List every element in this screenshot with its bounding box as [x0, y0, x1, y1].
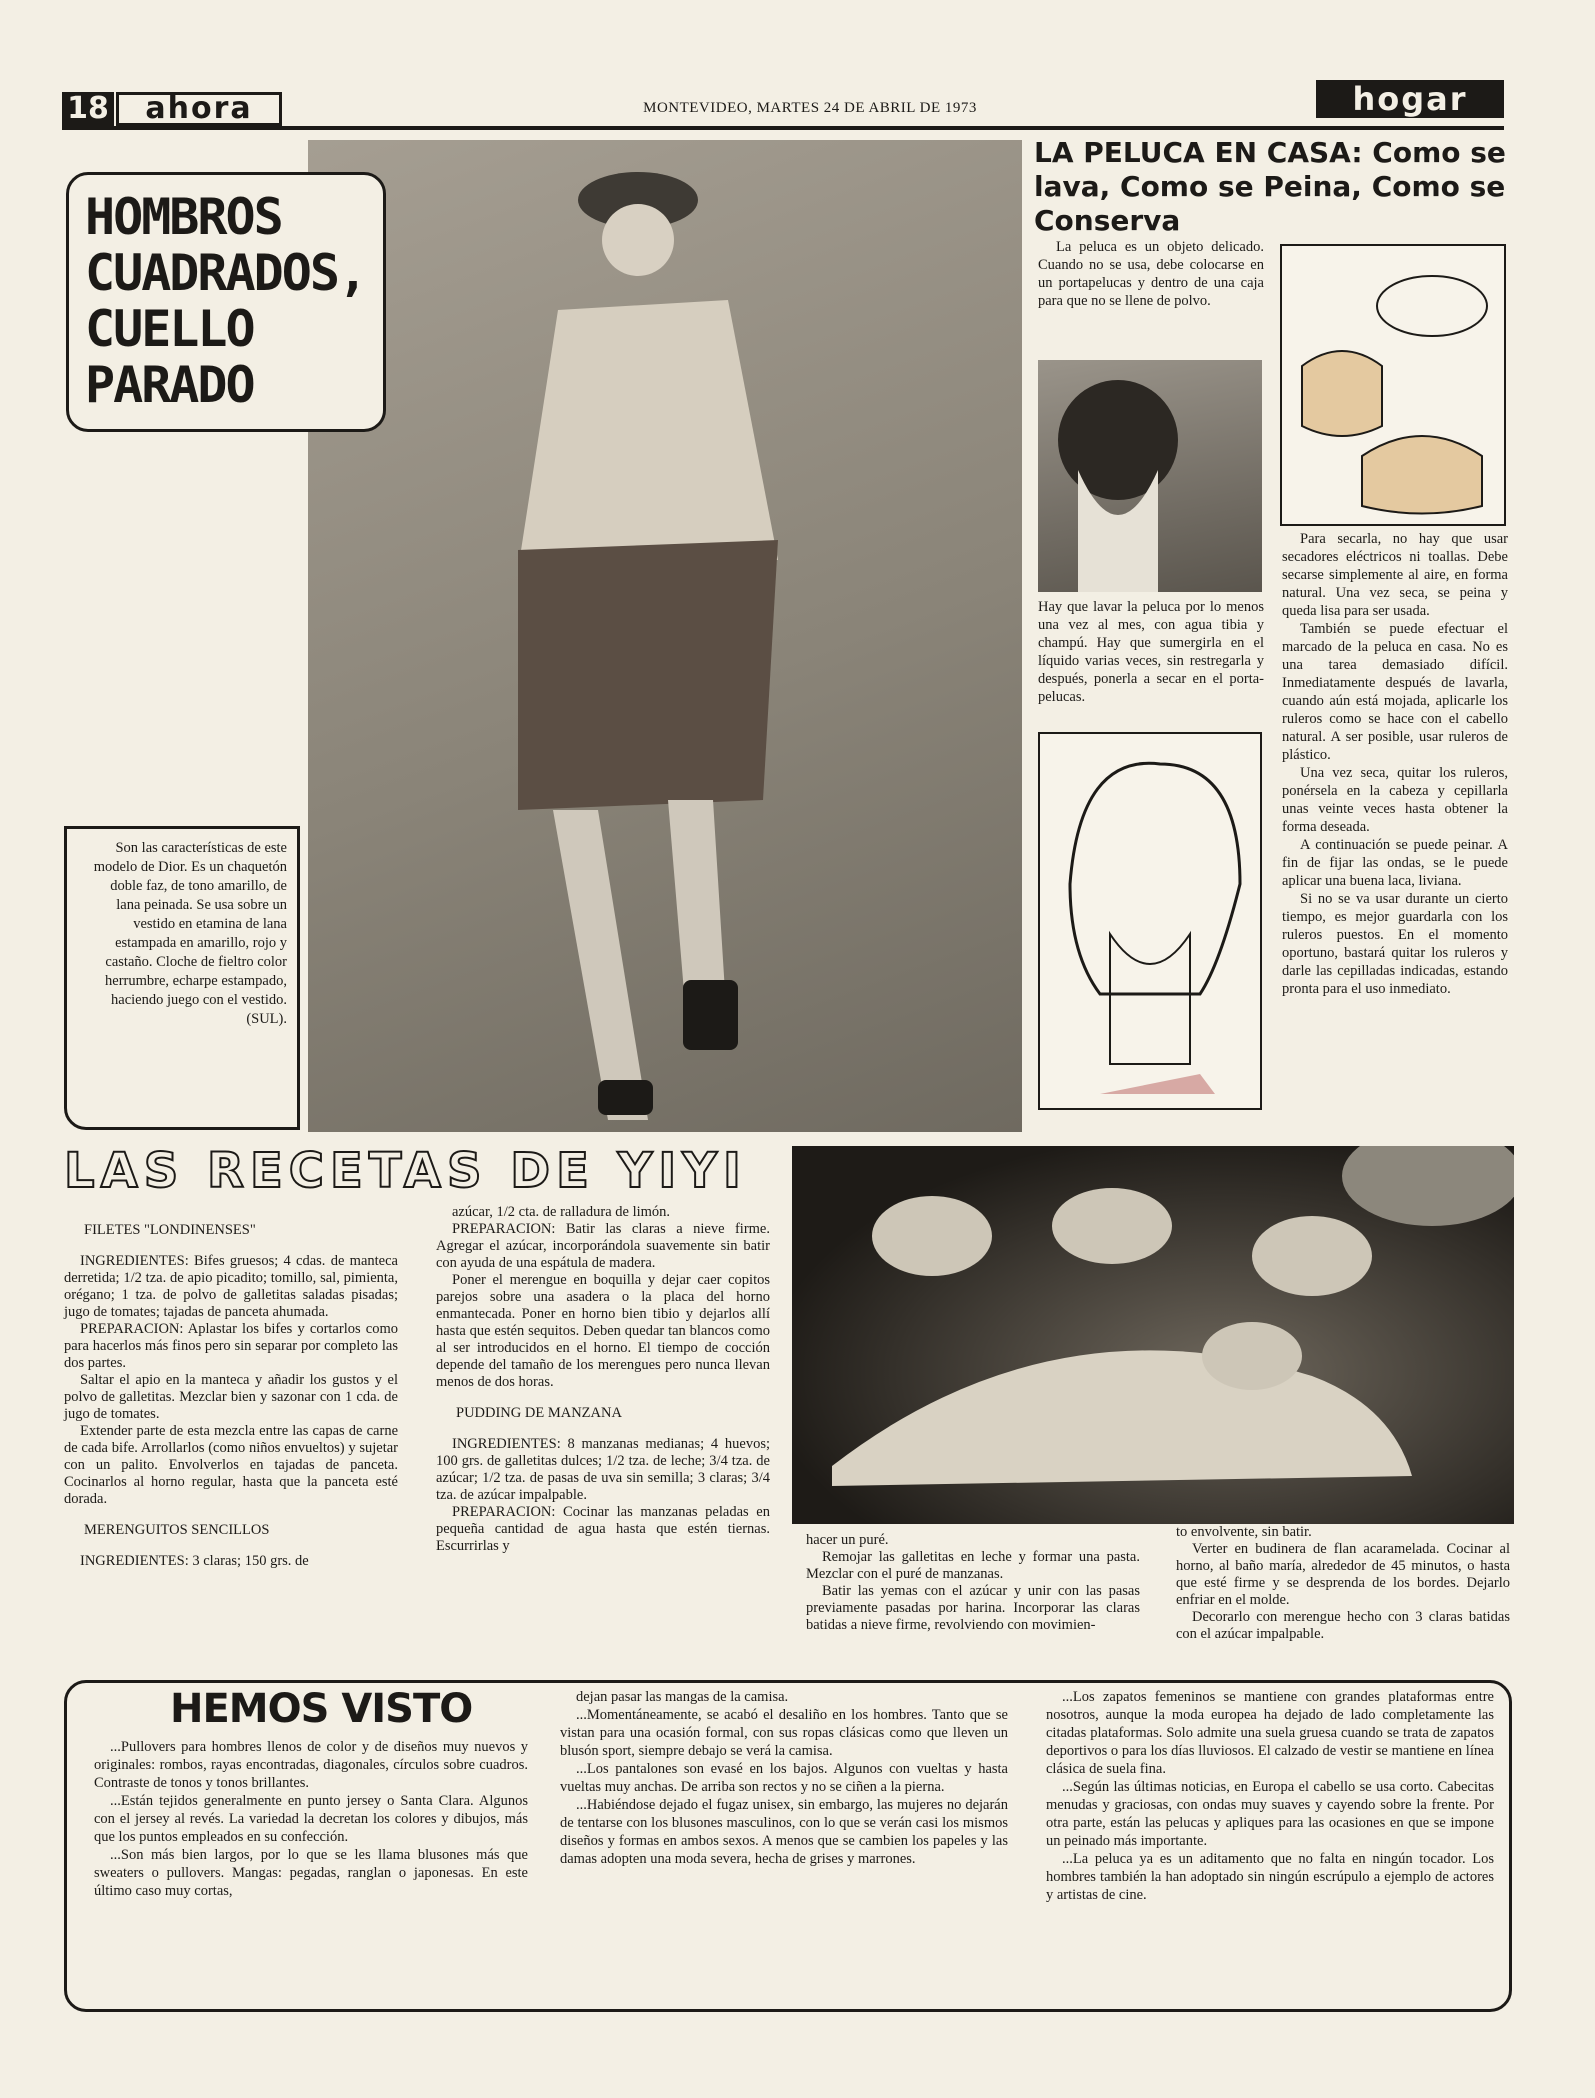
- recipe-paragraph: PREPARACION: Batir las claras a nieve firme. Agregar el azúcar, incorporándola suavemente sin batir con ayuda de una espátula de madera.: [436, 1221, 770, 1271]
- recipe-paragraph: Poner el merengue en boquilla y dejar caer copitos parejos sobre una asadera o la placa del horno enmantecada. Poner en horno bien tibio y dejarlos allí hasta que estén sequitos. Deben quedar tan blancos como al ser introducidos en el horno. El tiempo de cocción depende del tamaño de los merengues pero nunca llevan menos de dos horas.: [436, 1272, 770, 1390]
- wig-drying-drawing: [1282, 246, 1504, 524]
- recipe-paragraph: Decorarlo con merengue hecho con 3 claras batidas con el azúcar impalpable.: [1176, 1609, 1510, 1642]
- recipe-paragraph: hacer un puré.: [806, 1532, 889, 1548]
- wig-curlers-photo: [1038, 360, 1262, 592]
- peluca-paragraph: Si no se va usar durante un cierto tiempo, es mejor guardarla con los ruleros puestos. En el momento oportuno, bastará quitar los ruleros y darle las cepilladas indicadas, estando pronta para el uso inmediato.: [1282, 891, 1508, 997]
- hemos-visto-item: ...Son más bien largos, por lo que se les llama blusones más que sweaters o pullovers. Mangas: pegadas, ranglan o japonesas. En este último caso muy cortas,: [94, 1847, 528, 1899]
- hemos-visto-item: ...Los zapatos femeninos se mantiene con grandes plataformas entre nosotros, aunque la moda europea ha dejado de lado completamente las citadas plataformas. Solo admite una suela gruesa cuando se trata de zapatos deportivos o para los días lluviosos. El calzado de vestir se mantiene en línea clásica de suela fina.: [1046, 1689, 1494, 1777]
- fashion-caption: Son las características de este modelo de Dior. Es un chaquetón doble faz, de tono amarillo, de lana peinada. Se usa sobre un vestido en etamina de lana estampada en amarillo, rojo y castaño. Cloche de fieltro color herrumbre, echarpe estampado, haciendo juego con el vestido. (SUL).: [64, 826, 300, 1130]
- hemos-visto-item: ...Los pantalones son evasé en los bajos. Algunos con vueltas y hasta vueltas muy anchas. De arriba son rectos y no se ciñen a la pierna.: [560, 1761, 1008, 1795]
- recipe-subheading: PUDDING DE MANZANA: [456, 1405, 622, 1421]
- recipe-paragraph: Extender parte de esta mezcla entre las capas de carne de cada bife. Arrollarlos (como niños envueltos) y sujetar con un palito. Envolverlos en tajadas de panceta. Cocinarlos al horno regular, hasta que la panceta esté dorada.: [64, 1423, 398, 1507]
- recipe-paragraph: Remojar las galletitas en leche y formar una pasta. Mezclar con el puré de manzanas.: [806, 1549, 1140, 1582]
- wig-styled-illustration: [1038, 732, 1262, 1110]
- section-logo-ahora: ahora: [116, 92, 282, 126]
- peluca-left-column: [1038, 598, 1264, 706]
- hemos-visto-headline: HEMOS VISTO: [170, 1686, 473, 1732]
- peluca-paragraph: A continuación se puede peinar. A fin de fijar las ondas, se le puede aplicar una buena laca, liviana.: [1282, 837, 1508, 889]
- hemos-visto-item: ...Momentáneamente, se acabó el desaliño en los hombres. Tanto que se vistan para una ocasión formal, con sus ropas clásicas como que lleven un blusón sport, siempre debajo se verá la camisa.: [560, 1707, 1008, 1759]
- recipe-paragraph: Batir las yemas con el azúcar y unir con las pasas previamente pasadas por harina. Incorporar las claras batidas a nieve firme, revolviendo con movimien-: [806, 1583, 1140, 1633]
- recipes-column-3: [806, 1532, 1140, 1634]
- recipe-paragraph: PREPARACION: Aplastar los bifes y cortarlos como para hacerlos más finos pero sin separar por completo las dos partes.: [64, 1321, 398, 1371]
- hemos-visto-item: ...Según las últimas noticias, en Europa el cabello se usa corto. Cabecitas menudas y graciosas, con ondas muy suaves y cayendo sobre la frente. Por otra parte, están las pelucas y apliques para las ocasiones en que se impone un peinado más importante.: [1046, 1779, 1494, 1849]
- hemos-visto-item: ...La peluca ya es un aditamento que no falta en ningún tocador. Los hombres también la han adoptado sin ningún escrúpulo a ejemplo de actores y artistas de cine.: [1046, 1851, 1494, 1903]
- hemos-visto-column-2: [560, 1688, 1008, 1868]
- styled-wig-drawing: [1040, 734, 1260, 1108]
- header-rule: [62, 126, 1504, 130]
- fashion-photo: [308, 140, 1022, 1132]
- hemos-visto-item: ...Pullovers para hombres llenos de color y de diseños muy nuevos y originales: rombos, rayas encontradas, diagonales, círculos sobre cuadros. Contraste de tonos y tonos brillantes.: [94, 1739, 528, 1791]
- recipe-paragraph: INGREDIENTES: 3 claras; 150 grs. de: [80, 1553, 309, 1569]
- peluca-paragraph: También se puede efectuar el marcado de la peluca en casa. No es una tarea demasiado difícil. Inmediatamente después de lavarla, cuando aún está mojada, aplicarle los ruleros como se hace con el cabello natural. A ser posible, usar ruleros de plástico.: [1282, 621, 1508, 763]
- merengue-photo: [792, 1146, 1514, 1524]
- recipe-paragraph: INGREDIENTES: Bifes gruesos; 4 cdas. de manteca derretida; 1/2 tza. de apio picadito; tomillo, sal, pimienta, orégano; 1 tza. de polvo de galletitas saladas pisadas; jugo de tomates; tajadas de panceta ahumada.: [64, 1253, 398, 1320]
- wig-stand-illustration: [1280, 244, 1506, 526]
- recipes-column-1: [64, 1208, 398, 1570]
- recipe-paragraph: Saltar el apio en la manteca y añadir los gustos y el polvo de galletitas. Mezclar bien y sazonar con 1 cda. de jugo de tomates.: [64, 1372, 398, 1422]
- recipes-column-2: [436, 1204, 770, 1555]
- peluca-paragraph: Para secarla, no hay que usar secadores eléctricos ni toallas. Debe secarse simplemente al aire, en forma natural. Una vez seca, se peina y queda lisa para ser usada.: [1282, 531, 1508, 619]
- recipe-subheading: FILETES "LONDINENSES": [84, 1222, 256, 1238]
- recipe-subheading: MERENGUITOS SENCILLOS: [84, 1522, 270, 1538]
- recipes-headline: LAS RECETAS DE YIYI: [64, 1143, 747, 1199]
- peluca-headline: LA PELUCA EN CASA: Como se lava, Como se Peina, Como se Conserva: [1034, 136, 1506, 237]
- fashion-title-box: [66, 172, 386, 432]
- dateline: MONTEVIDEO, MARTES 24 DE ABRIL DE 1973: [643, 100, 977, 116]
- hemos-visto-column-1: [94, 1738, 528, 1900]
- fashion-headline: HOMBROS CUADRADOS, CUELLO PARADO: [85, 188, 367, 414]
- peluca-intro-text: La peluca es un objeto delicado. Cuando no se usa, debe colocarse en un portapelucas y dentro de una caja para que no se llene de polvo.: [1038, 239, 1264, 309]
- section-logo-hogar: hogar: [1316, 80, 1504, 118]
- head-with-curlers-image: [1038, 360, 1262, 592]
- recipe-paragraph: PREPARACION: Cocinar las manzanas peladas en pequeña cantidad de agua hasta que estén tiernas. Escurrirlas y: [436, 1504, 770, 1554]
- peluca-left-text: Hay que lavar la peluca por lo menos una vez al mes, con agua tibia y champú. Hay que sumergirla en el líquido varias veces, sin restregarla y después, ponerla a secar en el porta-pelucas.: [1038, 599, 1264, 705]
- peluca-intro: [1038, 238, 1264, 310]
- recipe-paragraph: INGREDIENTES: 8 manzanas medianas; 4 huevos; 100 grs. de galletitas dulces; 1/2 tza. de leche; 3/4 tza. de azúcar; 1/2 tza. de pasas de uva sin semilla; 3 claras; 3/4 tza. de azúcar impalpable.: [436, 1436, 770, 1503]
- recipes-column-4: [1176, 1524, 1510, 1643]
- hemos-visto-item: ...Están tejidos generalmente en punto jersey o Santa Clara. Algunos con el jersey al revés. La variedad la decretan los colores y dibujos, más que los puntos empleados en su confección.: [94, 1793, 528, 1845]
- hemos-visto-column-3: [1046, 1688, 1494, 1904]
- hemos-visto-item: dejan pasar las mangas de la camisa.: [576, 1689, 789, 1705]
- page-number: 18: [62, 92, 114, 126]
- recipe-paragraph: azúcar, 1/2 cta. de ralladura de limón.: [452, 1204, 671, 1220]
- peluca-paragraph: Una vez seca, quitar los ruleros, ponérsela en la cabeza y cepillarla unas veinte veces hasta obtener la forma deseada.: [1282, 765, 1508, 835]
- recipe-paragraph: to envolvente, sin batir.: [1176, 1524, 1312, 1540]
- model-silhouette-image: [308, 140, 1022, 1132]
- recipe-paragraph: Verter en budinera de flan acaramelada. Cocinar al horno, al baño maría, alrededor de 45 minutos, o hasta que esté firme y se desprenda de los bordes. Dejarlo enfriar en el molde.: [1176, 1541, 1510, 1608]
- peluca-right-column: [1282, 530, 1508, 998]
- meringue-plate-image: [792, 1146, 1514, 1524]
- hemos-visto-item: ...Habiéndose dejado el fugaz unisex, sin embargo, las mujeres no dejarán de tentarse con los blusones masculinos, con lo que se verán casi los mismos diseños y formas en ambos sexos. A menos que se cambien los papeles y las damas adopten una moda severa, hecha de grises y marrones.: [560, 1797, 1008, 1867]
